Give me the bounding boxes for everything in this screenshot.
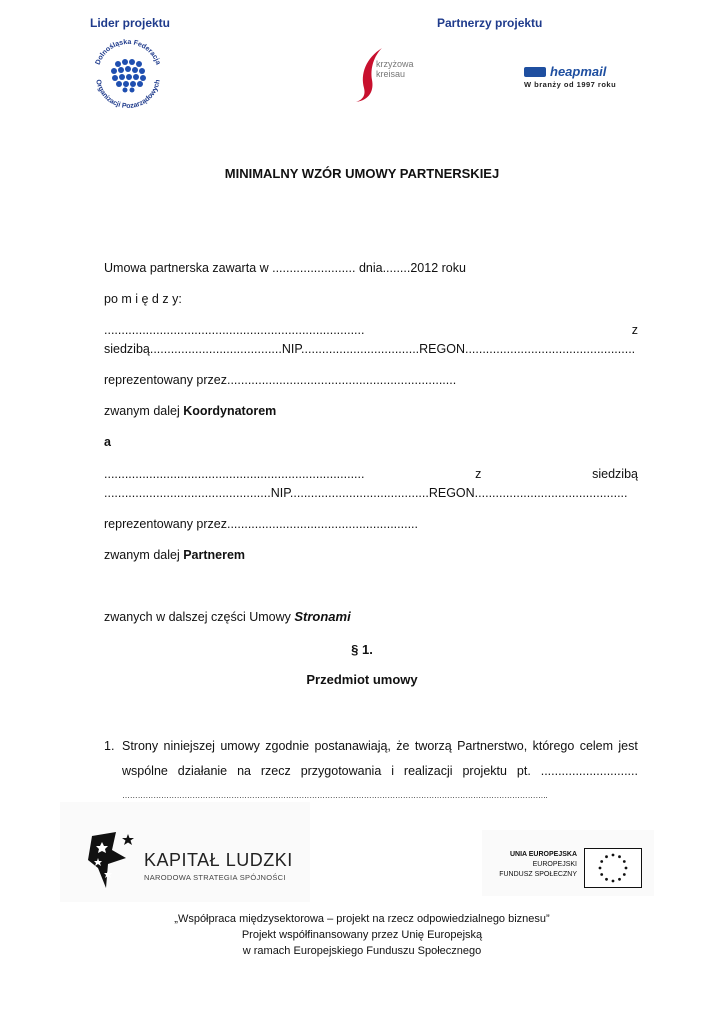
parties-definition: zwanych w dalszej części Umowy Stronami — [104, 609, 351, 624]
kapital-title: KAPITAŁ LUDZKI — [144, 850, 293, 870]
leader-label: Lider projektu — [90, 16, 171, 30]
party1-representative: reprezentowany przez.................................................................. — [104, 373, 457, 387]
svg-text:Organizacji Pozarządowych: Organizacji Pozarządowych — [94, 78, 162, 111]
eu-flag-icon — [584, 848, 642, 888]
federacja-logo — [88, 36, 168, 112]
envelope-icon — [524, 67, 546, 77]
partners-label: Partnerzy projektu — [437, 16, 543, 30]
document-title: MINIMALNY WZÓR UMOWY PARTNERSKIEJ — [224, 166, 500, 181]
party2-representative: reprezentowany przez....................................................... — [104, 517, 418, 531]
intro-line: Umowa partnerska zawarta w ........................ dnia........2012 roku — [104, 261, 466, 275]
party1-called: zwanym dalej Koordynatorem — [104, 404, 277, 418]
section-number: § 1. — [351, 642, 373, 657]
kapital-emblem-icon — [86, 830, 134, 890]
eu-line3: FUNDUSZ SPOŁECZNY — [499, 871, 577, 878]
footer-line2: Projekt współfinansowany przez Unię Europejską — [241, 929, 483, 941]
footer-line1: „Współpraca międzysektorowa – projekt na rzecz odpowiedzialnego biznesu” — [174, 913, 550, 925]
party2-line2: ................................................NIP........................................REGON............................................ — [104, 486, 628, 500]
eu-logo — [482, 830, 654, 896]
conjunction: a — [104, 435, 111, 449]
footer-line3: w ramach Europejskiego Funduszu Społecznego — [242, 945, 482, 957]
section-title: Przedmiot umowy — [306, 672, 418, 687]
heapmail-logo: heapmail W branży od 1997 roku — [524, 64, 617, 89]
eu-line2: EUROPEJSKI — [532, 861, 577, 868]
item1-line1: Strony niniejszej umowy zgodnie postanawiają, że tworzą Partnerstwo, którego celem jest — [122, 739, 638, 753]
eu-line1: UNIA EUROPEJSKA — [509, 851, 577, 858]
party1-line1: ........................................................................... z — [104, 323, 638, 337]
item1-line3: ……………………………………………………………………………………………………………………………………………….. — [122, 791, 548, 800]
kapital-subtitle: NARODOWA STRATEGIA SPÓJNOŚCI — [144, 873, 286, 882]
krzyzowa-logo: krzyżowa kreisau — [352, 44, 432, 104]
item1-number: 1. — [104, 739, 115, 753]
party2-line1: ........................................................................... z siedzibą — [104, 467, 638, 481]
svg-text:Dolnośląska Federacja: Dolnośląska Federacja — [94, 38, 162, 66]
between-line: po m i ę d z y: — [104, 292, 182, 306]
kapital-ludzki-logo — [60, 802, 310, 902]
party1-line2: siedzibą......................................NIP..................................REGON................................................. — [104, 342, 636, 356]
item1-line2: wspólne działanie na rzecz przygotowania i realizacji projektu pt. ............................ — [122, 764, 638, 778]
party2-called: zwanym dalej Partnerem — [104, 548, 246, 562]
